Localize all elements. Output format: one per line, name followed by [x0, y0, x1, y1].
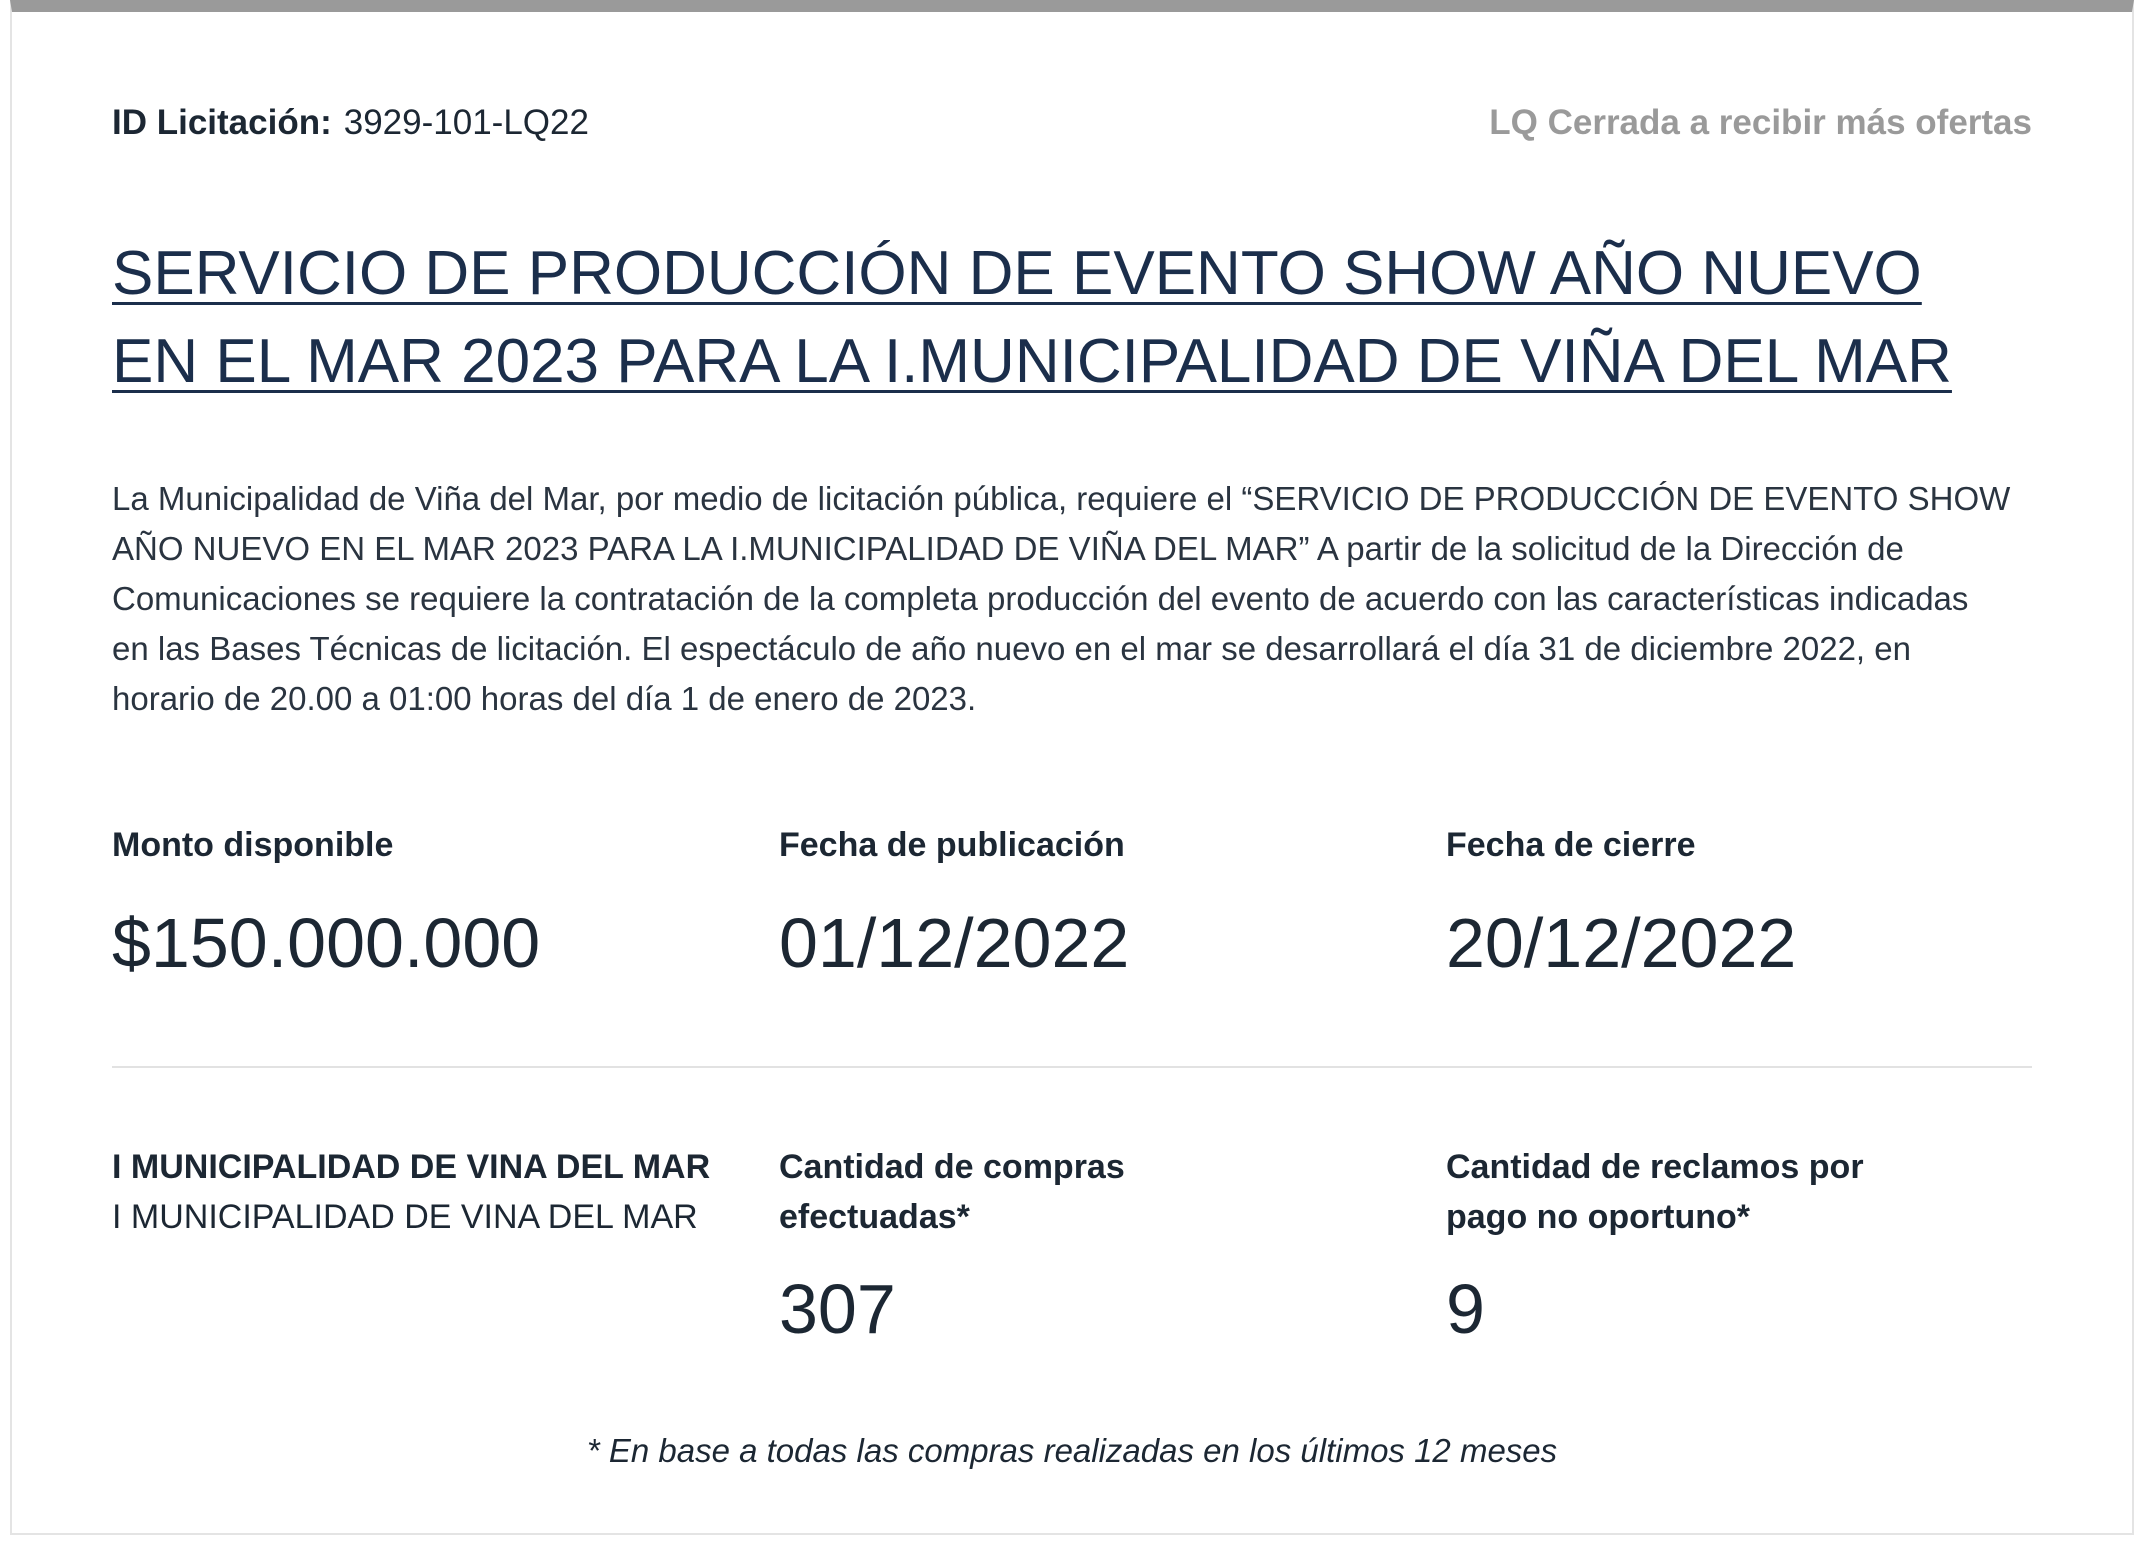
- tender-card: [10, 0, 2134, 1535]
- available-amount: [112, 820, 779, 988]
- buyer-info: [112, 1142, 779, 1354]
- closing-date-value: 20/12/2022: [1446, 904, 1797, 982]
- footnote: * En base a todas las compras realizadas en los últimos 12 meses: [586, 1432, 1558, 1469]
- section-divider: [112, 1066, 2032, 1068]
- purchases-count-label: Cantidad de compras efectuadas*: [779, 1148, 1125, 1236]
- late-payment-claims-label: Cantidad de reclamos por pago no oportuno*: [1446, 1148, 1864, 1236]
- available-amount-label: Monto disponible: [112, 826, 394, 864]
- publication-date-label: Fecha de publicación: [779, 826, 1125, 864]
- publication-date-value: 01/12/2022: [779, 904, 1130, 982]
- closing-date-label: Fecha de cierre: [1446, 826, 1696, 864]
- late-payment-claims: [1446, 1142, 2113, 1354]
- tender-header: [112, 100, 2032, 146]
- status-badge: LQ Cerrada a recibir más ofertas: [1489, 103, 2032, 142]
- buyer-unit: I MUNICIPALIDAD DE VINA DEL MAR: [112, 1198, 698, 1236]
- purchases-count: [779, 1142, 1446, 1354]
- tender-title-link[interactable]: SERVICIO DE PRODUCCIÓN DE EVENTO SHOW AÑO NUEVO EN EL MAR 2023 PARA LA I.MUNICIPALIDAD DE VIÑA DEL MAR: [112, 239, 1952, 396]
- tender-stats: [112, 820, 2032, 988]
- tender-id-label: ID Licitación:: [112, 103, 332, 142]
- tender-description: La Municipalidad de Viña del Mar, por medio de licitación pública, requiere el “SERVICIO DE PRODUCCIÓN DE EVENTO SHOW AÑO NUEVO EN EL MAR 2023 PARA LA I.MUNICIPALIDAD DE VIÑA DEL MAR” A partir de la solicitud de la Dirección de Comunicaciones se requiere la contratación de la completa producción del evento de acuerdo con las características indicadas en las Bases Técnicas de licitación. El espectáculo de año nuevo en el mar se desarrollará el día 31 de diciembre 2022, en horario de 20.00 a 01:00 horas del día 1 de enero de 2023.: [112, 480, 2011, 717]
- late-payment-claims-value: 9: [1446, 1270, 1485, 1348]
- buyer-stats: [112, 1142, 2032, 1354]
- tender-id: [112, 103, 589, 143]
- tender-id-value: 3929-101-LQ22: [343, 103, 589, 142]
- available-amount-value: $150.000.000: [112, 904, 541, 982]
- publication-date: [779, 820, 1446, 988]
- purchases-count-value: 307: [779, 1270, 896, 1348]
- closing-date: [1446, 820, 2113, 988]
- tender-card-content: [112, 12, 2032, 1533]
- buyer-name: I MUNICIPALIDAD DE VINA DEL MAR: [112, 1148, 711, 1186]
